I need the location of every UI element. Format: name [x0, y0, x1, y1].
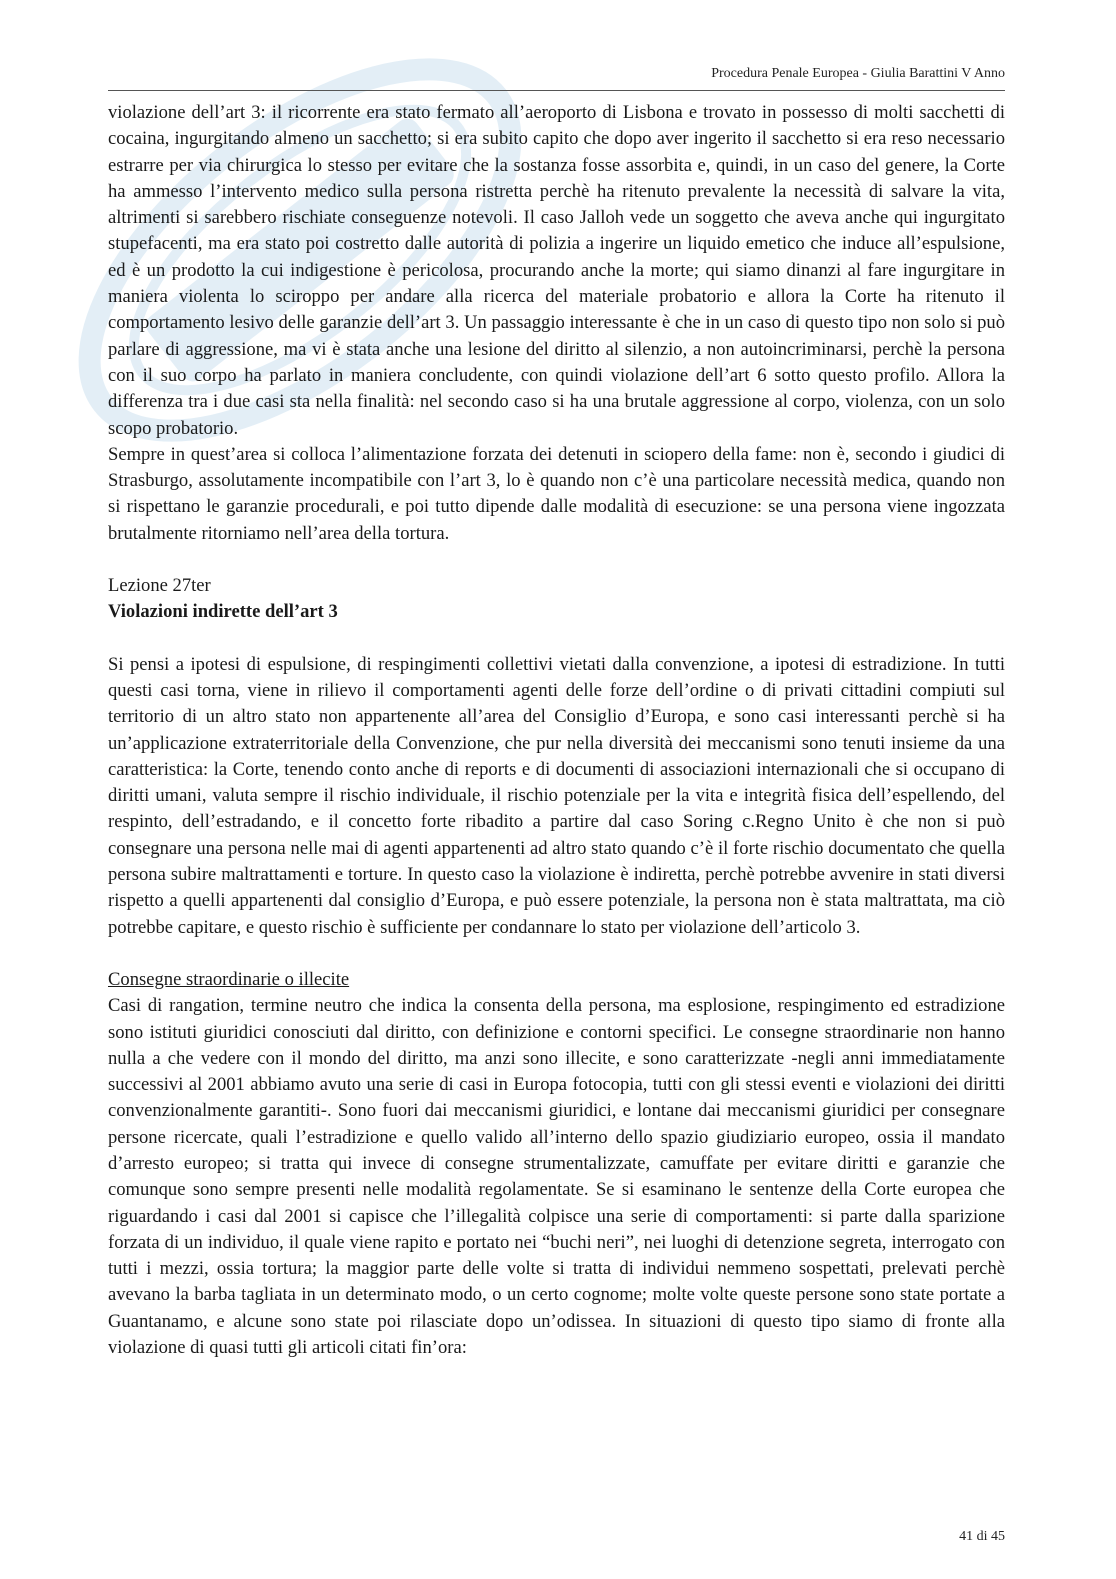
paragraph: violazione dell’art 3: il ricorrente era stato fermato all’aeroporto di Lisbona e trovato in possesso di molti sacchetti di cocaina, ingurgitando almeno un sacchetto; si era subito capito che dopo aver ingerito il sacchetto si era reso necessario estrarre per via chirurgica lo stesso per evitare che la sostanza fosse assorbita e, quindi, in un caso del genere, la Corte ha ammesso l’intervento medico sulla persona ristretta perchè ha ritenuto prevalente la necessità di salvare la vita, altrimenti si sarebbero rischiate conseguenze notevoli. Il caso Jalloh vede un soggetto che aveva anche qui ingurgitato stupefacenti, ma era stato poi costretto dalle autorità di polizia a ingerire un liquido emetico che induce all’espulsione, ed è un prodotto la cui indigestione è pericolosa, procurando anche la morte; qui siamo dinanzi al fare ingurgitare in maniera violenta lo sciroppo per andare alla ricerca del materiale probatorio e allora la Corte ha ritenuto il comportamento lesivo delle garanzie dell’art 3. Un passaggio interessante è che in un caso di questo tipo non solo si può parlare di aggressione, ma vi è stata anche una lesione del diritto al silenzio, a non autoincriminarsi, perchè la persona con il suo corpo ha parlato in maniera concludente, con quindi violazione dell’art 6 sotto questo profilo. Allora la differenza tra i due casi sta nella finalità: nel secondo caso si ha una brutale aggressione al corpo, violenza, con un solo scopo probatorio.	[108, 102, 1005, 439]
spacer	[108, 941, 1005, 967]
lesson-label: Lezione 27ter	[108, 575, 211, 597]
paragraph: Si pensi a ipotesi di espulsione, di respingimenti collettivi vietati dalla convenzione, a ipotesi di estradizione. In tutti questi casi torna, viene in rilievo il comportamenti agenti delle forze dell’ordine o di privati cittadini compiuti sul territorio di un altro stato non appartenente all’area del Consiglio d’Europa, e sono casi interessanti perchè si ha un’applicazione extraterritoriale della Convenzione, che pur nella diversità dei meccanismi sono tenuti insieme da una caratteristica: la Corte, tenendo conto anche di reports e di documenti di associazioni internazionali che si occupano di diritti umani, valuta sempre il rischio individuale, il rischio potenziale per la vita e integrità fisica dell’espellendo, del respinto, dell’estradando, e il concetto forte ribadito a partire dal caso Soring c.Regno Unito è che non si può consegnare una persona nelle mai di agenti appartenenti ad altro stato quando c’è il forte rischio documentato che quella persona subire maltrattamenti e torture. In questo caso la violazione è indiretta, perchè potrebbe avvenire in stati diversi rispetto a quelli appartenenti dal consiglio d’Europa, e può essere potenziale, la persona non è stata maltrattata, ma ciò potrebbe capitare, e questo rischio è sufficiente per condannare lo stato per violazione dell’articolo 3.	[108, 653, 1005, 938]
running-header: Procedura Penale Europea - Giulia Barattini V Anno	[711, 66, 1005, 81]
section-title: Violazioni indirette dell’art 3	[108, 601, 338, 623]
paragraph: Sempre in quest’area si colloca l’alimentazione forzata dei detenuti in sciopero della fame: non è, secondo i giudici di Strasburgo, assolutamente incompatibile con l’art 3, lo è quando non c’è una particolare necessità medica, quando non si rispettano le garanzie procedurali, e poi tutto dipende dalle modalità di esecuzione: se una persona viene ingozzata brutalmente ritorniamo nell’area della tortura.	[108, 443, 1005, 544]
page-number: 41 di 45	[959, 1529, 1005, 1544]
document-body	[108, 100, 1005, 1361]
header-divider	[108, 90, 1005, 91]
subsection-heading: Consegne straordinarie o illecite	[108, 968, 350, 990]
spacer	[108, 626, 1005, 652]
paragraph: Casi di rangation, termine neutro che indica la consenta della persona, ma esplosione, respingimento ed estradizione sono istituti giuridici conosciuti dal diritto, con definizione e contorni specifici. Le consegne straordinarie non hanno nulla a che vedere con il mondo del diritto, ma anzi sono illecite, e sono caratterizzate -negli anni immediatamente successivi al 2001 abbiamo avuto una serie di casi in Europa fotocopia, tutti con gli stessi eventi e violazioni dei diritti convenzionalmente garantiti-. Sono fuori dai meccanismi giuridici, e lontane dai meccanismi giuridici per consegnare persone ricercate, quali l’estradizione e quello valido all’interno dello spazio giudiziario europeo, ossia il mandato d’arresto europeo; si tratta qui invece di consegne strumentalizzate, camuffate per evitare diritti e garanzie che comunque sono sempre presenti nelle modalità regolamentate. Se si esaminano le sentenze della Corte europea che riguardando i casi dal 2001 si capisce che l’illegalità colpisce una serie di comportamenti: si parte dalla sparizione forzata di un individuo, il quale viene rapito e portato nei “buchi neri”, nei luoghi di detenzione segreta, interrogato con tutti i mezzi, ossia tortura; la maggior parte delle volte si tratta di individui nemmeno sospettati, prelevati perchè avevano la barba tagliata in un determinato modo, o un certo cognome; molte volte queste persone sono state portate a Guantanamo, e alcune sono state poi rilasciate dopo un’odissea. In situazioni di questo tipo siamo di fronte alla violazione di quasi tutti gli articoli citati fin’ora:	[108, 995, 1005, 1359]
spacer	[108, 547, 1005, 573]
